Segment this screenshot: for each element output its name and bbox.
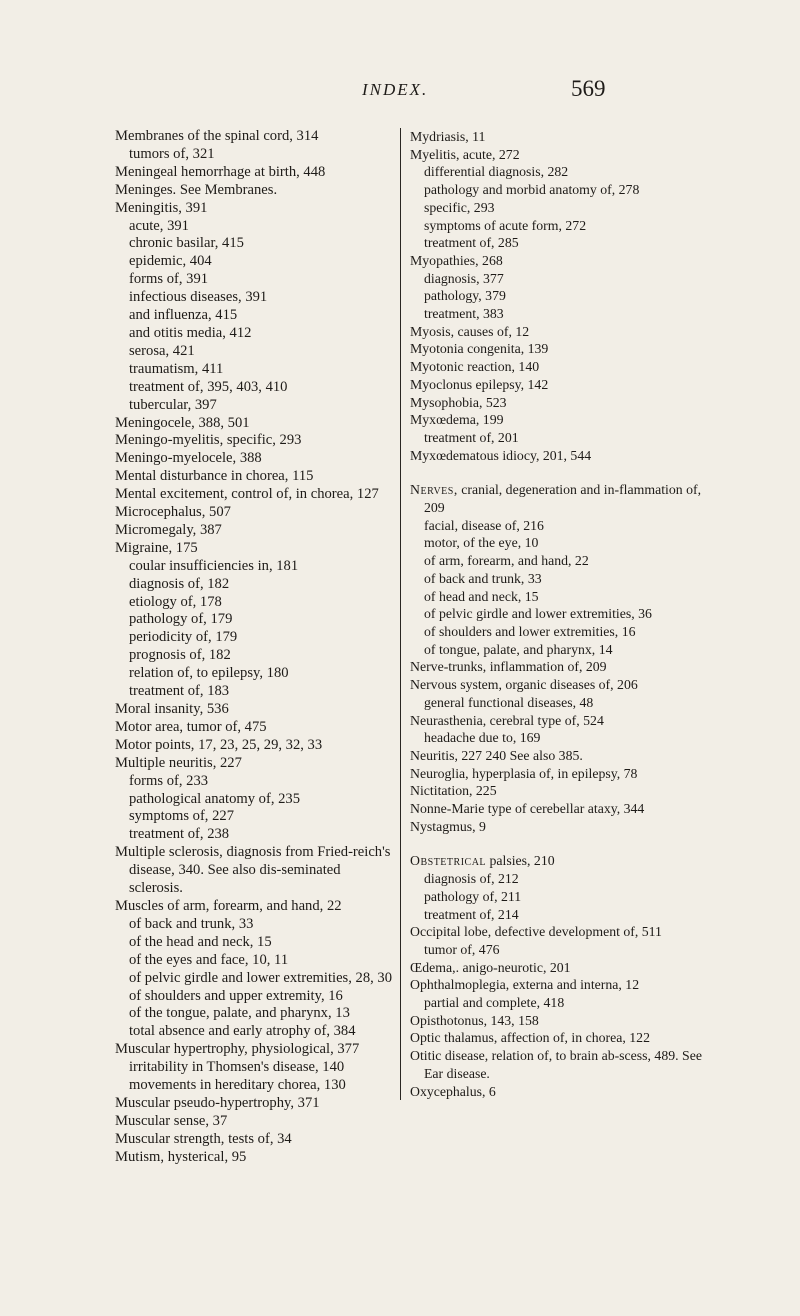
index-entry bbox=[410, 481, 716, 516]
index-entry bbox=[410, 1012, 716, 1030]
entry-text: Muscular hypertrophy, physiological, 377 bbox=[115, 1041, 360, 1058]
index-entry bbox=[115, 737, 393, 755]
entry-text: acute, 391 bbox=[129, 217, 189, 234]
entry-text: treatment of, 395, 403, 410 bbox=[129, 378, 288, 395]
entry-text: differential diagnosis, 282 bbox=[424, 164, 569, 180]
index-subentry bbox=[115, 558, 393, 576]
entry-text: Meningocele, 388, 501 bbox=[115, 414, 250, 431]
entry-text: etiology of, 178 bbox=[129, 593, 222, 610]
entry-text: motor, of the eye, 10 bbox=[424, 535, 539, 551]
entry-text: Neurasthenia, cerebral type of, 524 bbox=[410, 712, 604, 728]
entry-text: specific, 293 bbox=[424, 199, 495, 215]
entry-text: treatment of, 285 bbox=[424, 235, 519, 251]
entry-text: Muscular strength, tests of, 34 bbox=[115, 1130, 292, 1147]
index-entry bbox=[115, 1095, 393, 1113]
entry-text: Myosis, causes of, 12 bbox=[410, 323, 530, 339]
index-entry bbox=[410, 747, 716, 765]
index-entry bbox=[115, 468, 393, 486]
index-subentry bbox=[410, 534, 716, 552]
entry-text: pathology of, 211 bbox=[424, 888, 522, 904]
entry-text: Otitic disease, relation of, to brain ab-scess, 489. See Ear disease. bbox=[410, 1048, 702, 1081]
entry-text: Meningo-myelocele, 388 bbox=[115, 450, 262, 467]
index-subentry bbox=[115, 397, 393, 415]
entry-text: of back and trunk, 33 bbox=[424, 570, 542, 586]
entry-text: tubercular, 397 bbox=[129, 396, 217, 413]
entry-text: Myotonia congenita, 139 bbox=[410, 341, 549, 357]
entry-text: Meningitis, 391 bbox=[115, 199, 208, 216]
index-subentry bbox=[410, 429, 716, 447]
section-gap bbox=[410, 464, 716, 481]
index-subentry bbox=[115, 629, 393, 647]
entry-text: palsies, 210 bbox=[489, 853, 555, 869]
index-entry bbox=[410, 340, 716, 358]
index-entry bbox=[115, 540, 393, 558]
entry-text: general functional diseases, 48 bbox=[424, 694, 594, 710]
index-entry bbox=[410, 976, 716, 994]
entry-text: Mental disturbance in chorea, 115 bbox=[115, 468, 314, 485]
entry-text: of the tongue, palate, and pharynx, 13 bbox=[129, 1005, 350, 1022]
entry-text: Myelitis, acute, 272 bbox=[410, 146, 520, 162]
entry-text: Multiple sclerosis, diagnosis from Fried-reich's disease, 340. See also dis-seminated sclerosis. bbox=[115, 844, 391, 897]
index-entry bbox=[410, 765, 716, 783]
entry-text: forms of, 233 bbox=[129, 772, 209, 789]
entry-text: partial and complete, 418 bbox=[424, 995, 565, 1011]
page-header bbox=[0, 78, 800, 108]
entry-text: Myoclonus epilepsy, 142 bbox=[410, 376, 549, 392]
index-subentry bbox=[410, 605, 716, 623]
entry-text: irritability in Thomsen's disease, 140 bbox=[129, 1059, 345, 1076]
entry-text: of the eyes and face, 10, 11 bbox=[129, 951, 289, 968]
entry-text: Mysophobia, 523 bbox=[410, 394, 507, 410]
index-entry bbox=[410, 782, 716, 800]
entry-text: diagnosis of, 212 bbox=[424, 871, 519, 887]
index-entry bbox=[115, 701, 393, 719]
entry-text: pathology of, 179 bbox=[129, 611, 233, 628]
entry-text: Nerve-trunks, inflammation of, 209 bbox=[410, 659, 607, 675]
index-entry bbox=[410, 923, 716, 941]
entry-text: relation of, to epilepsy, 180 bbox=[129, 665, 289, 682]
entry-text: Membranes of the spinal cord, 314 bbox=[115, 128, 319, 144]
index-subentry bbox=[115, 952, 393, 970]
entry-text: Muscles of arm, forearm, and hand, 22 bbox=[115, 897, 342, 914]
entry-text: of shoulders and lower extremities, 16 bbox=[424, 623, 636, 639]
index-entry bbox=[410, 358, 716, 376]
index-subentry bbox=[115, 325, 393, 343]
entry-text: tumors of, 321 bbox=[129, 145, 215, 162]
entry-text: Mydriasis, 11 bbox=[410, 129, 486, 144]
index-entry bbox=[115, 1113, 393, 1131]
entry-text: Meningeal hemorrhage at birth, 448 bbox=[115, 163, 326, 180]
entry-text: Nervous system, organic diseases of, 206 bbox=[410, 677, 638, 693]
index-entry bbox=[115, 844, 393, 898]
entry-text: treatment of, 201 bbox=[424, 429, 519, 445]
index-subentry bbox=[410, 234, 716, 252]
index-subentry bbox=[115, 826, 393, 844]
index-subentry bbox=[410, 888, 716, 906]
index-subentry bbox=[410, 729, 716, 747]
entry-text: treatment, 383 bbox=[424, 306, 504, 322]
section-gap bbox=[410, 835, 716, 852]
entry-text: of the head and neck, 15 bbox=[129, 933, 272, 950]
index-entry bbox=[115, 719, 393, 737]
index-subentry bbox=[410, 217, 716, 235]
index-subentry bbox=[115, 379, 393, 397]
index-entry bbox=[410, 800, 716, 818]
entry-text: Opisthotonus, 143, 158 bbox=[410, 1012, 539, 1028]
entry-text: of arm, forearm, and hand, 22 bbox=[424, 553, 589, 569]
index-subentry bbox=[115, 1077, 393, 1095]
entry-text: headache due to, 169 bbox=[424, 730, 541, 746]
index-subentry bbox=[410, 994, 716, 1012]
index-column-left bbox=[115, 128, 393, 1167]
entry-text: cranial, degeneration and in-flammation of, 209 bbox=[424, 482, 702, 516]
entry-text: Nictitation, 225 bbox=[410, 783, 497, 799]
entry-text: Micromegaly, 387 bbox=[115, 521, 222, 538]
index-subentry bbox=[115, 289, 393, 307]
index-subentry bbox=[115, 1023, 393, 1041]
index-entry bbox=[410, 323, 716, 341]
entry-text: traumatism, 411 bbox=[129, 360, 224, 377]
index-entry bbox=[115, 898, 393, 916]
entry-text: tumor of, 476 bbox=[424, 941, 500, 957]
index-subentry bbox=[115, 307, 393, 325]
index-entry bbox=[410, 411, 716, 429]
entry-text: treatment of, 183 bbox=[129, 683, 230, 700]
index-entry bbox=[410, 447, 716, 465]
index-subentry bbox=[115, 594, 393, 612]
entry-text: Myopathies, 268 bbox=[410, 252, 503, 268]
index-entry bbox=[115, 1149, 393, 1167]
entry-text: Œdema,. anigo-neurotic, 201 bbox=[410, 959, 571, 975]
index-entry bbox=[115, 432, 393, 450]
entry-text: and influenza, 415 bbox=[129, 307, 238, 324]
index-subentry bbox=[115, 791, 393, 809]
index-subentry bbox=[410, 623, 716, 641]
index-subentry bbox=[410, 552, 716, 570]
index-subentry bbox=[115, 1005, 393, 1023]
index-entry bbox=[115, 504, 393, 522]
entry-text: Mutism, hysterical, 95 bbox=[115, 1148, 247, 1165]
entry-text: Occipital lobe, defective development of, 511 bbox=[410, 924, 662, 940]
index-subentry bbox=[410, 270, 716, 288]
section-lead-word: Obstetrical bbox=[410, 853, 487, 869]
section-lead-word: Nerves, bbox=[410, 482, 458, 498]
entry-text: Oxycephalus, 6 bbox=[410, 1083, 496, 1099]
entry-text: Meninges. See Membranes. bbox=[115, 181, 278, 198]
index-subentry bbox=[115, 271, 393, 289]
index-subentry bbox=[115, 773, 393, 791]
index-subentry bbox=[115, 576, 393, 594]
index-entry bbox=[115, 522, 393, 540]
entry-text: prognosis of, 182 bbox=[129, 647, 231, 664]
index-subentry bbox=[115, 361, 393, 379]
page-number: 569 bbox=[571, 76, 606, 101]
index-entry bbox=[115, 1041, 393, 1059]
index-subentry bbox=[410, 287, 716, 305]
entry-text: symptoms of, 227 bbox=[129, 808, 234, 825]
entry-text: total absence and early atrophy of, 384 bbox=[129, 1023, 356, 1040]
index-entry bbox=[410, 252, 716, 270]
entry-text: treatment of, 214 bbox=[424, 906, 519, 922]
index-entry bbox=[410, 852, 716, 870]
index-subentry bbox=[115, 343, 393, 361]
index-subentry bbox=[410, 641, 716, 659]
entry-text: infectious diseases, 391 bbox=[129, 289, 268, 306]
index-entry bbox=[115, 486, 393, 504]
index-subentry bbox=[115, 146, 393, 164]
entry-text: forms of, 391 bbox=[129, 271, 209, 288]
index-subentry bbox=[115, 665, 393, 683]
index-subentry bbox=[410, 870, 716, 888]
index-subentry bbox=[410, 199, 716, 217]
index-subentry bbox=[115, 253, 393, 271]
entry-text: Microcephalus, 507 bbox=[115, 504, 231, 521]
entry-text: diagnosis of, 182 bbox=[129, 575, 230, 592]
entry-text: of pelvic girdle and lower extremities, 36 bbox=[424, 606, 652, 622]
index-entry bbox=[115, 450, 393, 468]
index-entry bbox=[115, 415, 393, 433]
index-entry bbox=[115, 128, 393, 146]
entry-text: movements in hereditary chorea, 130 bbox=[129, 1077, 346, 1094]
entry-text: serosa, 421 bbox=[129, 342, 195, 359]
index-subentry bbox=[115, 808, 393, 826]
index-subentry bbox=[115, 916, 393, 934]
index-entry bbox=[410, 712, 716, 730]
index-entry bbox=[410, 1047, 716, 1082]
index-subentry bbox=[115, 970, 393, 988]
entry-text: Meningo-myelitis, specific, 293 bbox=[115, 432, 302, 449]
index-entry bbox=[115, 200, 393, 218]
entry-text: pathological anatomy of, 235 bbox=[129, 790, 301, 807]
index-subentry bbox=[115, 683, 393, 701]
entry-text: of back and trunk, 33 bbox=[129, 915, 254, 932]
entry-text: Myxœdematous idiocy, 201, 544 bbox=[410, 447, 592, 463]
entry-text: Muscular pseudo-hypertrophy, 371 bbox=[115, 1094, 320, 1111]
entry-text: Ophthalmoplegia, externa and interna, 12 bbox=[410, 977, 640, 993]
index-entry bbox=[410, 128, 716, 146]
entry-text: Optic thalamus, affection of, in chorea, 122 bbox=[410, 1030, 650, 1046]
entry-text: pathology and morbid anatomy of, 278 bbox=[424, 182, 640, 198]
index-subentry bbox=[410, 517, 716, 535]
index-subentry bbox=[115, 235, 393, 253]
entry-text: of tongue, palate, and pharynx, 14 bbox=[424, 641, 613, 657]
entry-text: of shoulders and upper extremity, 16 bbox=[129, 987, 343, 1004]
entry-text: diagnosis, 377 bbox=[424, 270, 504, 286]
entry-text: Nonne-Marie type of cerebellar ataxy, 344 bbox=[410, 801, 645, 817]
index-subentry bbox=[410, 181, 716, 199]
entry-text: Muscular sense, 37 bbox=[115, 1112, 228, 1129]
index-subentry bbox=[410, 305, 716, 323]
entry-text: of pelvic girdle and lower extremities, 28, 30 bbox=[129, 969, 393, 986]
entry-text: and otitis media, 412 bbox=[129, 324, 252, 341]
entry-text: Neuroglia, hyperplasia of, in epilepsy, 78 bbox=[410, 765, 638, 781]
index-entry bbox=[410, 676, 716, 694]
index-subentry bbox=[410, 941, 716, 959]
entry-text: periodicity of, 179 bbox=[129, 629, 238, 646]
index-entry bbox=[115, 182, 393, 200]
index-entry bbox=[410, 959, 716, 977]
entry-text: Migraine, 175 bbox=[115, 539, 198, 556]
index-entry bbox=[410, 818, 716, 836]
index-entry bbox=[410, 376, 716, 394]
entry-text: Motor points, 17, 23, 25, 29, 32, 33 bbox=[115, 736, 323, 753]
index-subentry bbox=[410, 163, 716, 181]
entry-text: Motor area, tumor of, 475 bbox=[115, 718, 267, 735]
index-entry bbox=[115, 164, 393, 182]
entry-text: Nystagmus, 9 bbox=[410, 818, 486, 834]
index-entry bbox=[410, 1029, 716, 1047]
entry-text: symptoms of acute form, 272 bbox=[424, 217, 587, 233]
entry-text: pathology, 379 bbox=[424, 288, 506, 304]
index-entry bbox=[115, 1131, 393, 1149]
index-subentry bbox=[115, 1059, 393, 1077]
entry-text: of head and neck, 15 bbox=[424, 588, 539, 604]
entry-text: facial, disease of, 216 bbox=[424, 517, 544, 533]
index-subentry bbox=[115, 218, 393, 236]
entry-text: Moral insanity, 536 bbox=[115, 701, 229, 717]
index-subentry bbox=[115, 647, 393, 665]
running-head: INDEX. bbox=[362, 80, 429, 99]
entry-text: coular insufficiencies in, 181 bbox=[129, 557, 299, 574]
index-subentry bbox=[410, 570, 716, 588]
entry-text: Multiple neuritis, 227 bbox=[115, 754, 242, 771]
entry-text: Myxœdema, 199 bbox=[410, 412, 504, 428]
entry-text: epidemic, 404 bbox=[129, 253, 212, 270]
index-subentry bbox=[115, 988, 393, 1006]
index-subentry bbox=[115, 611, 393, 629]
index-entry bbox=[410, 1083, 716, 1101]
index-entry bbox=[410, 146, 716, 164]
index-subentry bbox=[410, 588, 716, 606]
index-subentry bbox=[115, 934, 393, 952]
index-column-right bbox=[400, 128, 716, 1100]
entry-text: Myotonic reaction, 140 bbox=[410, 359, 540, 375]
entry-text: Mental excitement, control of, in chorea, 127 bbox=[115, 486, 379, 503]
index-entry bbox=[410, 394, 716, 412]
entry-text: treatment of, 238 bbox=[129, 826, 230, 843]
index-subentry bbox=[410, 694, 716, 712]
index-entry bbox=[115, 755, 393, 773]
entry-text: chronic basilar, 415 bbox=[129, 235, 244, 252]
index-entry bbox=[410, 658, 716, 676]
entry-text: Neuritis, 227 240 See also 385. bbox=[410, 747, 583, 763]
index-subentry bbox=[410, 906, 716, 924]
